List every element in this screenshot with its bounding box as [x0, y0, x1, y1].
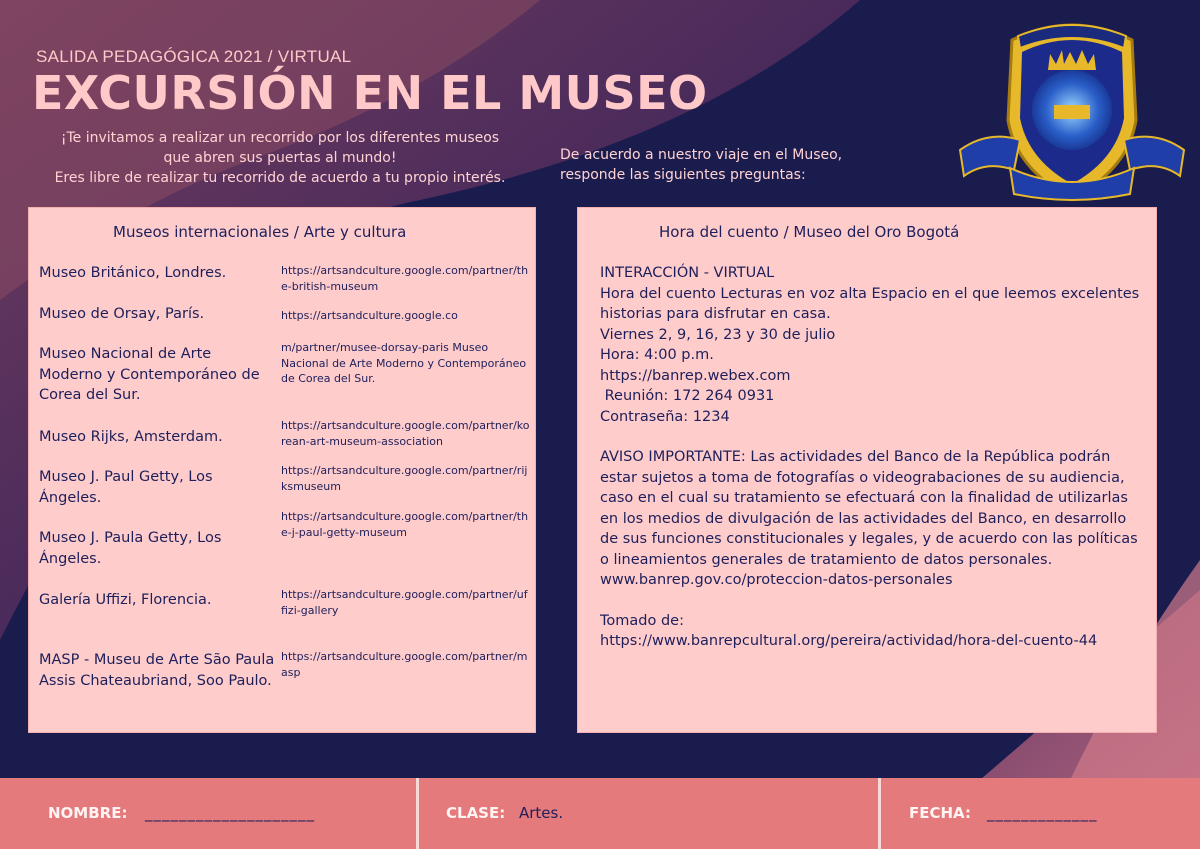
museum-link[interactable]: https://artsandculture.google.com/partner/masp: [281, 650, 528, 679]
school-crest-logo: [958, 10, 1186, 206]
museum-list-panel: [28, 207, 536, 733]
prompt-line: De acuerdo a nuestro viaje en el Museo,: [560, 147, 843, 163]
story-hour-panel: [577, 207, 1157, 733]
panel-title: Hora del cuento / Museo del Oro Bogotá: [659, 223, 960, 241]
event-time: Hora: 4:00 p.m.: [600, 347, 714, 363]
intro-line: Eres libre de realizar tu recorrido de acuerdo a tu propio interés.: [54, 170, 506, 186]
panel-title: Museos internacionales / Arte y cultura: [113, 223, 407, 241]
intro-text: [30, 128, 530, 188]
museum-name: Museo J. Paul Getty, Los Ángeles.: [39, 469, 213, 506]
museum-name: Museo de Orsay, París.: [39, 306, 205, 322]
museum-name: Galería Uffizi, Florencia.: [39, 592, 212, 608]
story-hour-details: [600, 263, 1145, 652]
museum-link[interactable]: https://artsandculture.google.com/partner/the-british-museum: [281, 264, 529, 293]
museum-link[interactable]: https://artsandculture.google.com/partner/rijksmuseum: [281, 464, 528, 493]
notice-text: AVISO IMPORTANTE: Las actividades del Banco de la República podrán estar sujetos a toma de fotografías o videograbaciones de su audiencia, caso en el cual su tratamiento se efectuará con la finalidad de utilizarlas en los medios de divulgación de las actividades del Banco, en desarrollo de sus funciones constitucionales y legales, y de acuerdo con las políticas o lineamientos generales de tratamiento de datos personales.: [600, 449, 1138, 568]
event-link[interactable]: https://banrep.webex.com: [600, 367, 791, 384]
prompt-text: [560, 145, 842, 185]
date-label: FECHA:: [909, 804, 971, 822]
name-field[interactable]: ____________________: [145, 804, 315, 822]
kicker-text: SALIDA PEDAGÓGICA 2021 / VIRTUAL: [36, 47, 352, 66]
event-label: INTERACCIÓN - VIRTUAL: [600, 265, 775, 281]
page-title: EXCURSIÓN EN EL MUSEO: [32, 66, 708, 120]
intro-line: que abren sus puertas al mundo!: [163, 150, 397, 166]
museum-name: Museo Británico, Londres.: [39, 265, 227, 281]
class-label: CLASE:: [446, 804, 506, 822]
museum-link[interactable]: https://artsandculture.google.com/partner/korean-art-museum-association: [281, 419, 530, 448]
footer-bar: [0, 778, 1200, 849]
class-value: Artes.: [519, 804, 564, 822]
event-dates: Viernes 2, 9, 16, 23 y 30 de julio: [600, 326, 836, 343]
museum-link[interactable]: https://artsandculture.google.com/partner/the-j-paul-getty-museum: [281, 510, 529, 539]
notice-link[interactable]: www.banrep.gov.co/proteccion-datos-personales: [600, 572, 953, 588]
prompt-line: responde las siguientes preguntas:: [560, 167, 806, 183]
museum-name: MASP - Museu de Arte São Paula Assis Chateaubriand, Soo Paulo.: [39, 652, 275, 689]
museum-name: Museo Nacional de Arte Moderno y Contemporáneo de Corea del Sur.: [39, 346, 260, 403]
name-label: NOMBRE:: [48, 804, 128, 822]
museum-link[interactable]: https://artsandculture.google.co: [281, 309, 458, 322]
meeting-password: Contraseña: 1234: [600, 408, 730, 425]
museum-link[interactable]: m/partner/musee-dorsay-paris Museo Nacional de Arte Moderno y Contemporáneo de Corea del Sur.: [281, 341, 527, 385]
museum-name: Museo J. Paula Getty, Los Ángeles.: [39, 530, 222, 567]
intro-line: ¡Te invitamos a realizar un recorrido por los diferentes museos: [60, 130, 500, 146]
source-link[interactable]: https://www.banrepcultural.org/pereira/actividad/hora-del-cuento-44: [600, 633, 1098, 649]
meeting-id: Reunión: 172 264 0931: [600, 388, 775, 404]
date-field[interactable]: _____________: [987, 804, 1098, 822]
event-description: Hora del cuento Lecturas en voz alta Espacio en el que leemos excelentes historias para disfrutar en casa.: [600, 285, 1140, 322]
footer-divider: [878, 778, 881, 849]
footer-divider: [416, 778, 419, 849]
museum-name: Museo Rijks, Amsterdam.: [39, 429, 223, 445]
source-label: Tomado de:: [600, 612, 684, 629]
museum-link[interactable]: https://artsandculture.google.com/partner/uffizi-gallery: [281, 588, 528, 617]
